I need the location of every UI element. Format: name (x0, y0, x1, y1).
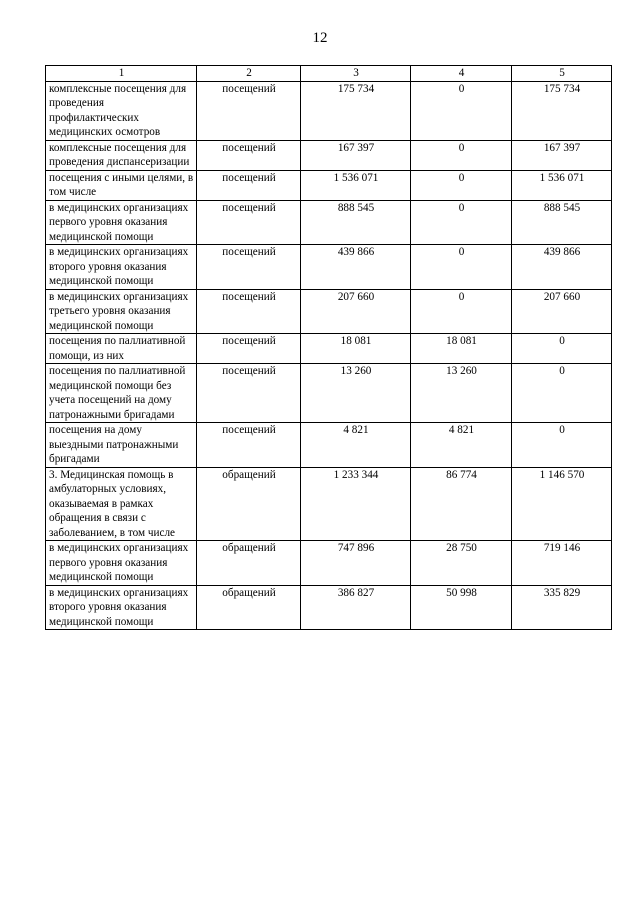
row-value-col4: 0 (411, 200, 512, 245)
table-row (46, 200, 612, 245)
row-value-col3: 386 827 (301, 585, 411, 630)
page-number: 12 (312, 30, 328, 46)
row-value-col3: 1 233 344 (301, 467, 411, 541)
table-row (46, 585, 612, 630)
table-header-row (46, 66, 612, 82)
row-value-col3: 207 660 (301, 289, 411, 334)
row-value-col3: 4 821 (301, 423, 411, 468)
row-unit: посещений (197, 200, 301, 245)
data-table (45, 65, 612, 630)
table-row (46, 423, 612, 468)
column-header-1: 1 (46, 66, 197, 82)
row-value-col4: 0 (411, 245, 512, 290)
row-unit: посещений (197, 140, 301, 170)
row-value-col5: 888 545 (512, 200, 612, 245)
row-value-col4: 0 (411, 140, 512, 170)
table-row (46, 245, 612, 290)
row-label: посещения на дому выездными патронажными бригадами (46, 423, 197, 468)
row-value-col5: 175 734 (512, 81, 612, 140)
row-label: в медицинских организациях первого уровня оказания медицинской помощи (46, 541, 197, 586)
row-value-col5: 439 866 (512, 245, 612, 290)
row-unit: посещений (197, 364, 301, 423)
row-unit: обращений (197, 541, 301, 586)
row-value-col4: 0 (411, 81, 512, 140)
row-value-col3: 175 734 (301, 81, 411, 140)
row-unit: обращений (197, 585, 301, 630)
row-value-col4: 4 821 (411, 423, 512, 468)
row-value-col5: 207 660 (512, 289, 612, 334)
row-value-col4: 50 998 (411, 585, 512, 630)
row-value-col3: 747 896 (301, 541, 411, 586)
row-value-col4: 18 081 (411, 334, 512, 364)
row-label: посещения по паллиативной медицинской помощи без учета посещений на дому патронажными бригадами (46, 364, 197, 423)
table-row (46, 289, 612, 334)
row-value-col4: 86 774 (411, 467, 512, 541)
row-label: комплексные посещения для проведения профилактических медицинских осмотров (46, 81, 197, 140)
row-label: в медицинских организациях второго уровня оказания медицинской помощи (46, 585, 197, 630)
row-value-col5: 1 536 071 (512, 170, 612, 200)
row-value-col5: 167 397 (512, 140, 612, 170)
row-value-col5: 335 829 (512, 585, 612, 630)
row-value-col3: 439 866 (301, 245, 411, 290)
row-value-col4: 28 750 (411, 541, 512, 586)
row-unit: обращений (197, 467, 301, 541)
table-row (46, 140, 612, 170)
table-row (46, 81, 612, 140)
row-value-col5: 0 (512, 364, 612, 423)
row-unit: посещений (197, 245, 301, 290)
row-unit: посещений (197, 334, 301, 364)
row-unit: посещений (197, 423, 301, 468)
row-value-col3: 18 081 (301, 334, 411, 364)
row-value-col4: 13 260 (411, 364, 512, 423)
table-row (46, 467, 612, 541)
row-value-col3: 1 536 071 (301, 170, 411, 200)
row-label: в медицинских организациях второго уровня оказания медицинской помощи (46, 245, 197, 290)
row-label: в медицинских организациях третьего уровня оказания медицинской помощи (46, 289, 197, 334)
row-value-col5: 1 146 570 (512, 467, 612, 541)
row-value-col3: 888 545 (301, 200, 411, 245)
row-unit: посещений (197, 170, 301, 200)
table-row (46, 364, 612, 423)
column-header-3: 3 (301, 66, 411, 82)
row-unit: посещений (197, 289, 301, 334)
row-value-col5: 0 (512, 423, 612, 468)
row-label: в медицинских организациях первого уровня оказания медицинской помощи (46, 200, 197, 245)
table-row (46, 170, 612, 200)
row-unit: посещений (197, 81, 301, 140)
row-value-col3: 167 397 (301, 140, 411, 170)
table-row (46, 541, 612, 586)
row-label: посещения по паллиативной помощи, из них (46, 334, 197, 364)
row-value-col5: 719 146 (512, 541, 612, 586)
row-value-col5: 0 (512, 334, 612, 364)
column-header-2: 2 (197, 66, 301, 82)
column-header-4: 4 (411, 66, 512, 82)
table-row (46, 334, 612, 364)
row-value-col4: 0 (411, 170, 512, 200)
row-value-col3: 13 260 (301, 364, 411, 423)
column-header-5: 5 (512, 66, 612, 82)
row-label: 3. Медицинская помощь в амбулаторных условиях, оказываемая в рамках обращения в связи с заболеванием, в том числе (46, 467, 197, 541)
row-label: посещения с иными целями, в том числе (46, 170, 197, 200)
row-label: комплексные посещения для проведения диспансеризации (46, 140, 197, 170)
row-value-col4: 0 (411, 289, 512, 334)
